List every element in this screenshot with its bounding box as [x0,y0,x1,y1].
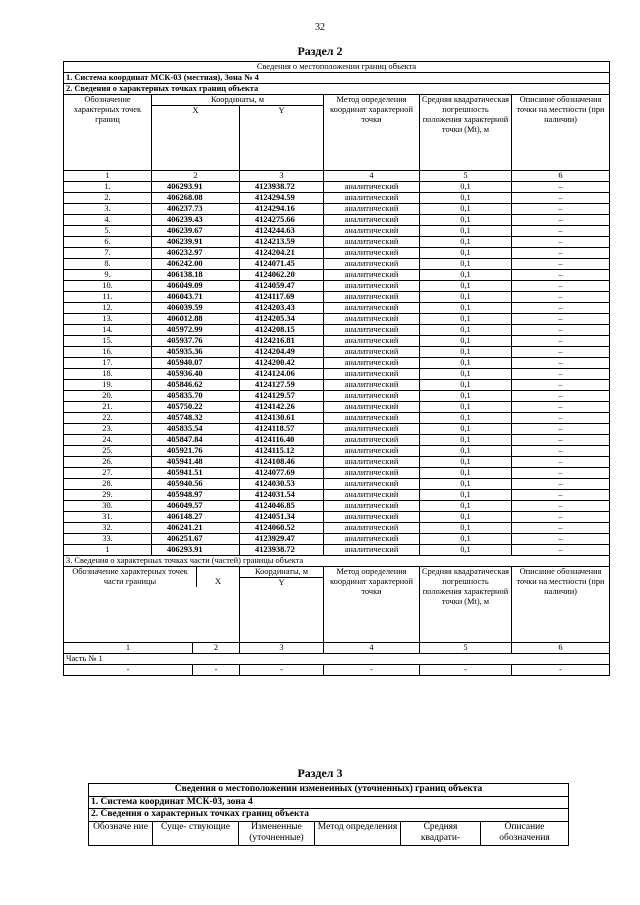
description-cell: – [512,336,610,347]
x-coordinate-cell: 406148.27 [152,512,240,523]
header-method: Метод определения координат характерной точки [324,95,420,171]
s3-header-method: Метод определения [315,821,401,845]
method-cell: аналитический [324,523,420,534]
method-cell: аналитический [324,369,420,380]
point-number-cell: 4. [64,215,152,226]
y-coordinate-cell: 4124077.69 [240,468,324,479]
precision-cell: 0,1 [420,325,512,336]
parts-dash: - [420,665,512,676]
part-label: Часть № 1 [64,654,610,665]
x-coordinate-cell: 405941.51 [152,468,240,479]
method-cell: аналитический [324,325,420,336]
precision-cell: 0,1 [420,501,512,512]
precision-cell: 0,1 [420,512,512,523]
point-number-cell: 33. [64,534,152,545]
precision-cell: 0,1 [420,358,512,369]
section-3-system: 1. Система координат МСК-03, зона 4 [89,796,569,809]
y-coordinate-cell: 4124204.49 [240,347,324,358]
parts-header-y: Y [240,578,324,643]
point-number-cell: 31. [64,512,152,523]
y-coordinate-cell: 4124046.85 [240,501,324,512]
point-number-cell: 10. [64,281,152,292]
y-coordinate-cell: 4124115.12 [240,446,324,457]
table-row [64,193,610,204]
x-coordinate-cell: 405937.76 [152,336,240,347]
y-coordinate-cell: 4124200.42 [240,358,324,369]
description-cell: – [512,193,610,204]
x-coordinate-cell: 406043.71 [152,292,240,303]
precision-cell: 0,1 [420,237,512,248]
table-row [64,512,610,523]
parts-header-description: Описание обозначения точки на местности (при наличии) [512,567,610,643]
parts-header-precision: Средняя квадратическая погрешность положения характерной точки (Mt), м [420,567,512,643]
col-number: 3 [240,171,324,182]
point-number-cell: 14. [64,325,152,336]
x-coordinate-cell: 405835.54 [152,424,240,435]
header-point: Обозначение характерных точек границ [64,95,152,171]
description-cell: – [512,325,610,336]
point-number-cell: 16. [64,347,152,358]
description-cell: – [512,314,610,325]
x-coordinate-cell: 405940.56 [152,479,240,490]
point-number-cell: 19. [64,380,152,391]
precision-cell: 0,1 [420,424,512,435]
header-precision: Средняя квадратическая погрешность положения характерной точки (Mt), м [420,95,512,171]
x-coordinate-cell: 406293.91 [152,545,240,556]
precision-cell: 0,1 [420,336,512,347]
point-number-cell: 12. [64,303,152,314]
x-coordinate-cell: 405935.36 [152,347,240,358]
description-cell: – [512,303,610,314]
point-number-cell: 7. [64,248,152,259]
precision-cell: 0,1 [420,182,512,193]
parts-col-number: 4 [324,643,420,654]
method-cell: аналитический [324,215,420,226]
method-cell: аналитический [324,380,420,391]
y-coordinate-cell: 4124244.63 [240,226,324,237]
x-coordinate-cell: 405940.07 [152,358,240,369]
y-coordinate-cell: 4124051.34 [240,512,324,523]
description-cell: – [512,237,610,248]
point-number-cell: 18. [64,369,152,380]
s3-header-description: Описание обозначения [481,821,569,845]
x-coordinate-cell: 406251.67 [152,534,240,545]
precision-cell: 0,1 [420,534,512,545]
coordinate-system: 1. Система координат МСК-03 (местная), Зона № 4 [64,73,610,84]
x-coordinate-cell: 405936.40 [152,369,240,380]
description-cell: – [512,204,610,215]
method-cell: аналитический [324,347,420,358]
table-row [64,237,610,248]
description-cell: – [512,391,610,402]
section-2-title: Раздел 2 [297,44,343,58]
y-coordinate-cell: 4124071.45 [240,259,324,270]
parts-subtitle: 3. Сведения о характерных точках части (частей) границы объекта [64,556,610,567]
description-cell: – [512,215,610,226]
description-cell: – [512,534,610,545]
x-coordinate-cell: 406268.08 [152,193,240,204]
point-number-cell: 22. [64,413,152,424]
precision-cell: 0,1 [420,369,512,380]
col-number: 1 [64,171,152,182]
table-row [64,259,610,270]
precision-cell: 0,1 [420,468,512,479]
method-cell: аналитический [324,314,420,325]
table-row [64,358,610,369]
table-row [64,446,610,457]
table-row [64,457,610,468]
precision-cell: 0,1 [420,523,512,534]
precision-cell: 0,1 [420,446,512,457]
description-cell: – [512,358,610,369]
x-coordinate-cell: 405846.62 [152,380,240,391]
description-cell: – [512,292,610,303]
y-coordinate-cell: 4124203.43 [240,303,324,314]
table-row [64,534,610,545]
col-number: 5 [420,171,512,182]
point-number-cell: 32. [64,523,152,534]
s3-header-existing: Суще- ствующие [153,821,239,845]
x-coordinate-cell: 406049.09 [152,281,240,292]
method-cell: аналитический [324,391,420,402]
header-description: Описание обозначения точки на местности (при наличии) [512,95,610,171]
description-cell: – [512,479,610,490]
point-number-cell: 23. [64,424,152,435]
x-coordinate-cell: 406012.88 [152,314,240,325]
parts-col-number: 6 [512,643,610,654]
y-coordinate-cell: 4124205.34 [240,314,324,325]
y-coordinate-cell: 4123938.72 [240,545,324,556]
header-coords: Координаты, м [152,95,324,106]
coordinates-rows [64,182,610,556]
point-number-cell: 27. [64,468,152,479]
y-coordinate-cell: 4123938.72 [240,182,324,193]
parts-dash: - [512,665,610,676]
x-coordinate-cell: 406293.91 [152,182,240,193]
y-coordinate-cell: 4124030.53 [240,479,324,490]
precision-cell: 0,1 [420,457,512,468]
x-coordinate-cell: 405847.84 [152,435,240,446]
table-row [64,523,610,534]
y-coordinate-cell: 4123929.47 [240,534,324,545]
table-row [64,270,610,281]
method-cell: аналитический [324,545,420,556]
precision-cell: 0,1 [420,193,512,204]
x-coordinate-cell: 406039.59 [152,303,240,314]
description-cell: – [512,281,610,292]
parts-header-point-wrap [64,567,240,643]
precision-cell: 0,1 [420,413,512,424]
point-number-cell: 20. [64,391,152,402]
y-coordinate-cell: 4124127.59 [240,380,324,391]
method-cell: аналитический [324,270,420,281]
table-caption: Сведения о местоположении границ объекта [64,62,610,73]
parts-dash: - [240,665,324,676]
section-3-caption: Сведения о местоположении измененных (уточненных) границ объекта [89,784,569,797]
point-number-cell: 13. [64,314,152,325]
y-coordinate-cell: 4124204.21 [240,248,324,259]
header-x: X [152,106,240,171]
point-number-cell: 24. [64,435,152,446]
table-row [64,303,610,314]
y-coordinate-cell: 4124294.59 [240,193,324,204]
description-cell: – [512,468,610,479]
method-cell: аналитический [324,237,420,248]
description-cell: – [512,248,610,259]
point-number-cell: 6. [64,237,152,248]
parts-dash: - [324,665,420,676]
table-row [64,380,610,391]
description-cell: – [512,435,610,446]
method-cell: аналитический [324,490,420,501]
point-number-cell: 26. [64,457,152,468]
table-row [64,336,610,347]
method-cell: аналитический [324,534,420,545]
description-cell: – [512,226,610,237]
table-row [64,468,610,479]
parts-col-number: 2 [213,643,219,652]
description-cell: – [512,523,610,534]
y-coordinate-cell: 4124130.61 [240,413,324,424]
precision-cell: 0,1 [420,281,512,292]
table-row [64,435,610,446]
x-coordinate-cell: 405921.76 [152,446,240,457]
section-3-subtitle: 2. Сведения о характерных точках границ объекта [89,809,569,822]
precision-cell: 0,1 [420,490,512,501]
y-coordinate-cell: 4124142.26 [240,402,324,413]
point-number-cell: 1. [64,182,152,193]
table-row [64,182,610,193]
method-cell: аналитический [324,457,420,468]
method-cell: аналитический [324,204,420,215]
y-coordinate-cell: 4124216.81 [240,336,324,347]
x-coordinate-cell: 405750.22 [152,402,240,413]
precision-cell: 0,1 [420,314,512,325]
precision-cell: 0,1 [420,259,512,270]
x-coordinate-cell: 405941.48 [152,457,240,468]
method-cell: аналитический [324,182,420,193]
description-cell: – [512,457,610,468]
method-cell: аналитический [324,446,420,457]
description-cell: – [512,347,610,358]
point-number-cell: 21. [64,402,152,413]
y-coordinate-cell: 4124060.52 [240,523,324,534]
precision-cell: 0,1 [420,248,512,259]
point-number-cell: 17. [64,358,152,369]
table-row [64,490,610,501]
page-number: 32 [315,22,325,33]
precision-cell: 0,1 [420,380,512,391]
method-cell: аналитический [324,193,420,204]
col-number: 6 [512,171,610,182]
y-coordinate-cell: 4124108.46 [240,457,324,468]
description-cell: – [512,545,610,556]
s3-header-precision: Средняя квадрати- [401,821,481,845]
s3-header-changed: Измененные (уточненные) [239,821,315,845]
table-row [64,479,610,490]
method-cell: аналитический [324,512,420,523]
table-row [64,413,610,424]
point-number-cell: 2. [64,193,152,204]
parts-header-x: X [214,577,222,586]
y-coordinate-cell: 4124124.06 [240,369,324,380]
precision-cell: 0,1 [420,402,512,413]
description-cell: – [512,501,610,512]
description-cell: – [512,402,610,413]
table-row [64,391,610,402]
description-cell: – [512,490,610,501]
precision-cell: 0,1 [420,391,512,402]
y-coordinate-cell: 4124129.57 [240,391,324,402]
precision-cell: 0,1 [420,479,512,490]
x-coordinate-cell: 406242.00 [152,259,240,270]
x-coordinate-cell: 406239.67 [152,226,240,237]
precision-cell: 0,1 [420,292,512,303]
table-row [64,215,610,226]
table-row [64,292,610,303]
point-number-cell: 11. [64,292,152,303]
point-number-cell: 3. [64,204,152,215]
y-coordinate-cell: 4124031.54 [240,490,324,501]
point-number-cell: 8. [64,259,152,270]
table-row [64,204,610,215]
table-row [64,325,610,336]
method-cell: аналитический [324,424,420,435]
x-coordinate-cell: 405835.70 [152,391,240,402]
precision-cell: 0,1 [420,435,512,446]
x-coordinate-cell: 405948.97 [152,490,240,501]
method-cell: аналитический [324,292,420,303]
description-cell: – [512,512,610,523]
precision-cell: 0,1 [420,303,512,314]
point-number-cell: 30. [64,501,152,512]
y-coordinate-cell: 4124275.66 [240,215,324,226]
point-number-cell: 28. [64,479,152,490]
parts-col-number: 1 [64,643,193,653]
table-row [64,424,610,435]
precision-cell: 0,1 [420,270,512,281]
table-row [64,501,610,512]
method-cell: аналитический [324,435,420,446]
parts-dash: - [64,665,193,675]
precision-cell: 0,1 [420,226,512,237]
table-row [64,226,610,237]
method-cell: аналитический [324,358,420,369]
precision-cell: 0,1 [420,204,512,215]
point-number-cell: 15. [64,336,152,347]
parts-colnum-wrap [64,643,240,654]
method-cell: аналитический [324,468,420,479]
table-row [64,369,610,380]
method-cell: аналитический [324,259,420,270]
description-cell: – [512,369,610,380]
y-coordinate-cell: 4124116.40 [240,435,324,446]
x-coordinate-cell: 405748.32 [152,413,240,424]
method-cell: аналитический [324,479,420,490]
y-coordinate-cell: 4124213.59 [240,237,324,248]
col-number: 4 [324,171,420,182]
x-coordinate-cell: 406237.73 [152,204,240,215]
description-cell: – [512,380,610,391]
table-row [64,314,610,325]
table-row [64,545,610,556]
description-cell: – [512,259,610,270]
x-coordinate-cell: 406232.97 [152,248,240,259]
x-coordinate-cell: 406241.21 [152,523,240,534]
y-coordinate-cell: 4124118.57 [240,424,324,435]
method-cell: аналитический [324,413,420,424]
col-number: 2 [152,171,240,182]
description-cell: – [512,424,610,435]
x-coordinate-cell: 406239.91 [152,237,240,248]
parts-dash: - [214,665,218,674]
description-cell: – [512,413,610,424]
table-row [64,281,610,292]
y-coordinate-cell: 4124117.69 [240,292,324,303]
description-cell: – [512,446,610,457]
parts-dash-wrap [64,665,240,676]
table-row [64,347,610,358]
precision-cell: 0,1 [420,215,512,226]
parts-header-coords: Координаты, м [240,567,324,578]
parts-header-method: Метод определения координат характерной точки [324,567,420,643]
y-coordinate-cell: 4124294.16 [240,204,324,215]
precision-cell: 0,1 [420,347,512,358]
section-3-title: Раздел 3 [297,766,343,780]
description-cell: – [512,182,610,193]
method-cell: аналитический [324,226,420,237]
method-cell: аналитический [324,336,420,347]
method-cell: аналитический [324,248,420,259]
method-cell: аналитический [324,281,420,292]
precision-cell: 0,1 [420,545,512,556]
y-coordinate-cell: 4124062.20 [240,270,324,281]
point-number-cell: 29. [64,490,152,501]
points-subtitle: 2. Сведения о характерных точках границ объекта [64,84,610,95]
section-2-table [63,61,610,676]
x-coordinate-cell: 405972.99 [152,325,240,336]
header-y: Y [240,106,324,171]
point-number-cell: 9. [64,270,152,281]
parts-col-number: 3 [240,643,324,654]
description-cell: – [512,270,610,281]
parts-header-point: Обозначение характерных точек части границы [64,567,197,587]
point-number-cell: 5. [64,226,152,237]
point-number-cell: 25. [64,446,152,457]
table-row [64,402,610,413]
s3-header-point: Обозначе ние [89,821,153,845]
method-cell: аналитический [324,501,420,512]
x-coordinate-cell: 406138.18 [152,270,240,281]
point-number-cell: 1 [64,545,152,556]
x-coordinate-cell: 406049.57 [152,501,240,512]
x-coordinate-cell: 406239.43 [152,215,240,226]
section-3-table [88,783,569,846]
parts-col-number: 5 [420,643,512,654]
table-row [64,248,610,259]
y-coordinate-cell: 4124059.47 [240,281,324,292]
method-cell: аналитический [324,402,420,413]
y-coordinate-cell: 4124208.15 [240,325,324,336]
method-cell: аналитический [324,303,420,314]
